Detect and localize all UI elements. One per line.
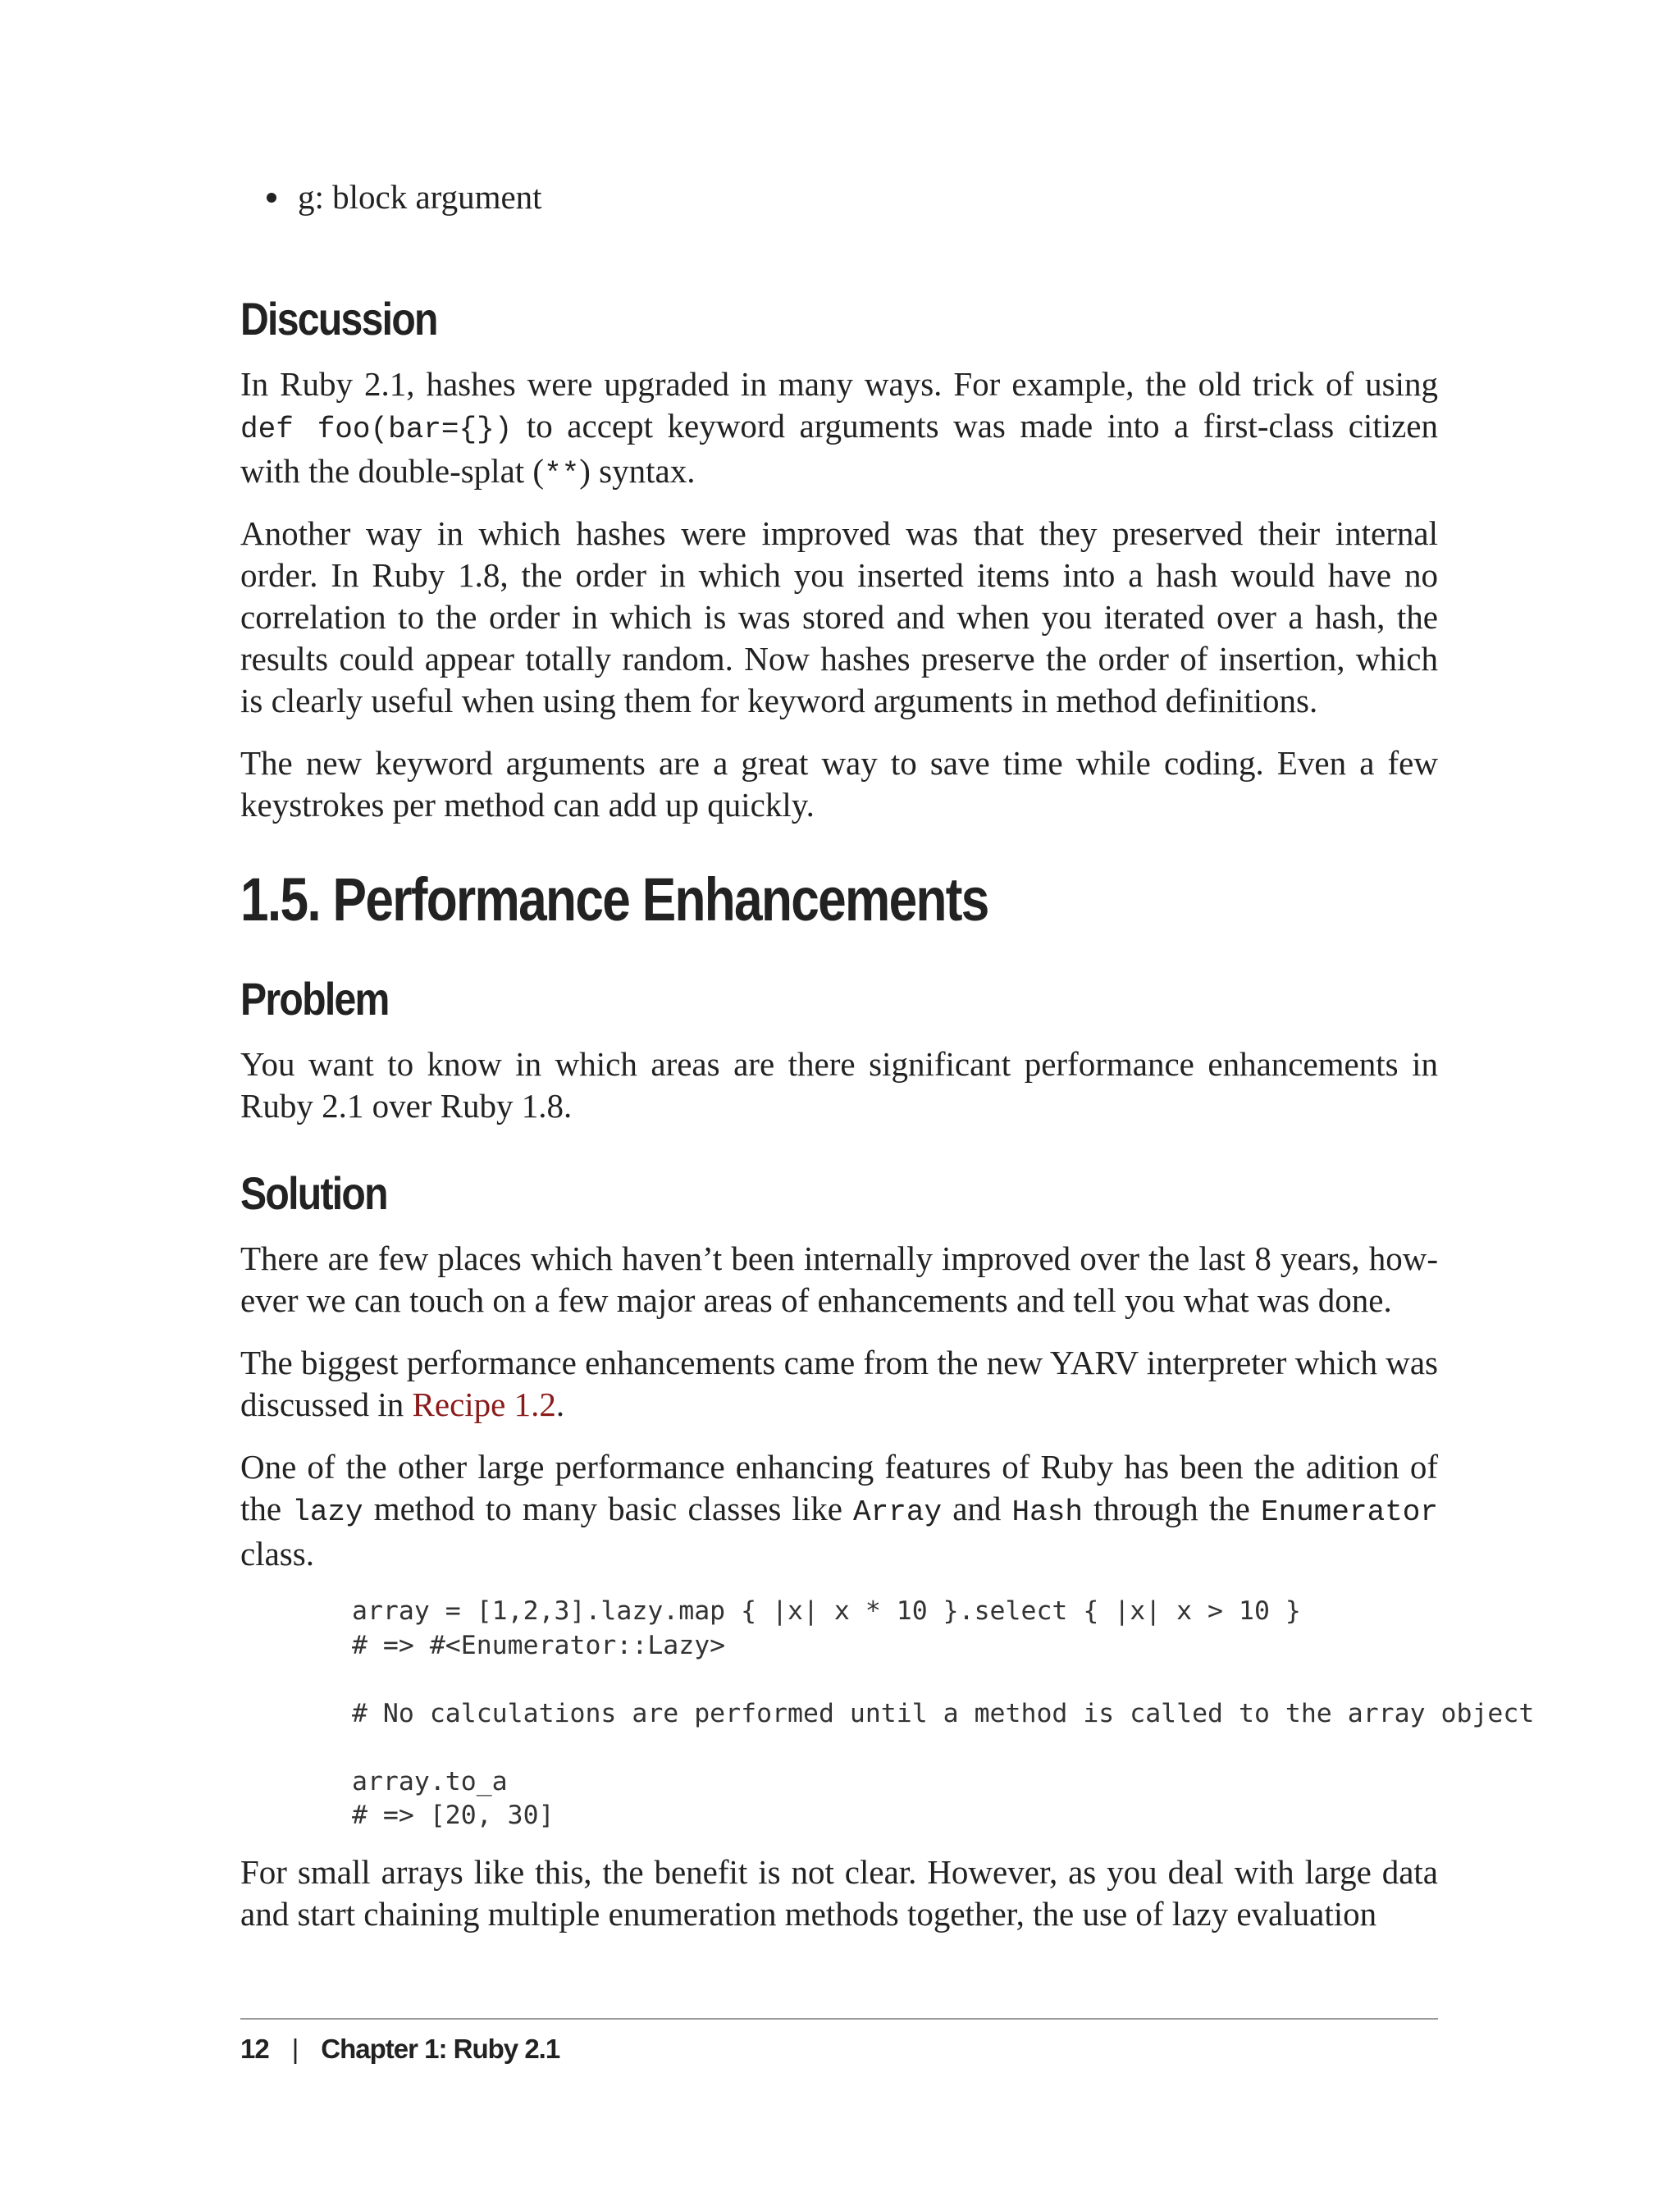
inline-code: ** xyxy=(544,458,580,491)
section-title: 1.5. Performance Enhancements xyxy=(240,865,988,934)
chapter-title: Chapter 1: Ruby 2.1 xyxy=(321,2034,560,2064)
inline-code: Enumerator xyxy=(1260,1495,1439,1529)
discussion-paragraph-3: The new keyword arguments are a great way to save time while coding. Even a few keystrokes per method can add up quickly. xyxy=(240,744,1438,824)
footer-divider xyxy=(240,2018,1438,2020)
discussion-paragraph-1: In Ruby 2.1, hashes were upgraded in many ways. For example, the old trick of using def foo(bar={}) to accept keyword arguments was made into a first-class citizen with the double-splat (**) syntax. xyxy=(240,365,1438,491)
problem-paragraph: You want to know in which areas are there significant performance enhancements in Ruby 2.1 over Ruby 1.8. xyxy=(240,1045,1438,1125)
solution-paragraph-3: One of the other large performance enhancing features of Ruby has been the adition of the lazy method to many basic classes like Array and Hash through the Enumerator class. xyxy=(240,1448,1439,1573)
inline-code: Array xyxy=(853,1495,943,1529)
solution-paragraph-1: There are few places which haven’t been internally improved over the last 8 years, however we can touch on a few major areas of enhancements and tell you what was done. xyxy=(240,1239,1438,1319)
code-block: array = [1,2,3].lazy.map { |x| x * 10 }.select { |x| x > 10 } # => #<Enumerator::Lazy> # No calculations are performed until a method is called to the array object array.to_a # => [20, 30] xyxy=(352,1596,1535,1830)
problem-heading: Problem xyxy=(240,973,389,1025)
solution-paragraph-4: For small arrays like this, the benefit is not clear. However, as you deal with large data and start chaining multiple enumeration methods together, the use of lazy evaluation xyxy=(240,1853,1438,1933)
bullet-dot-icon xyxy=(267,193,276,203)
inline-code: Hash xyxy=(1011,1495,1083,1529)
solution-heading: Solution xyxy=(240,1167,387,1219)
bullet-text: g: block argument xyxy=(298,178,542,216)
inline-code: lazy xyxy=(292,1495,363,1529)
inline-code: def foo(bar={}) xyxy=(240,413,513,446)
bullet-item xyxy=(267,172,542,221)
discussion-paragraph-2: Another way in which hashes were improved was that they preserved their internal order. In Ruby 1.8, the order in which you inserted items into a hash would have no correlation to the order in which is was stored and when you iterated over a hash, the results could appear totally random. Now hashes preserve the order of insertion, which is clearly useful when using them for keyword arguments in method definitions. xyxy=(240,514,1438,719)
recipe-link[interactable]: Recipe 1.2 xyxy=(412,1386,556,1423)
discussion-heading: Discussion xyxy=(240,293,437,345)
page-number: 12 xyxy=(240,2034,269,2064)
footer-separator: | xyxy=(291,2034,299,2064)
page-footer xyxy=(240,2026,559,2072)
solution-paragraph-2: The biggest performance enhancements came from the new YARV interpreter which was discussed in Recipe 1.2. xyxy=(240,1344,1438,1423)
